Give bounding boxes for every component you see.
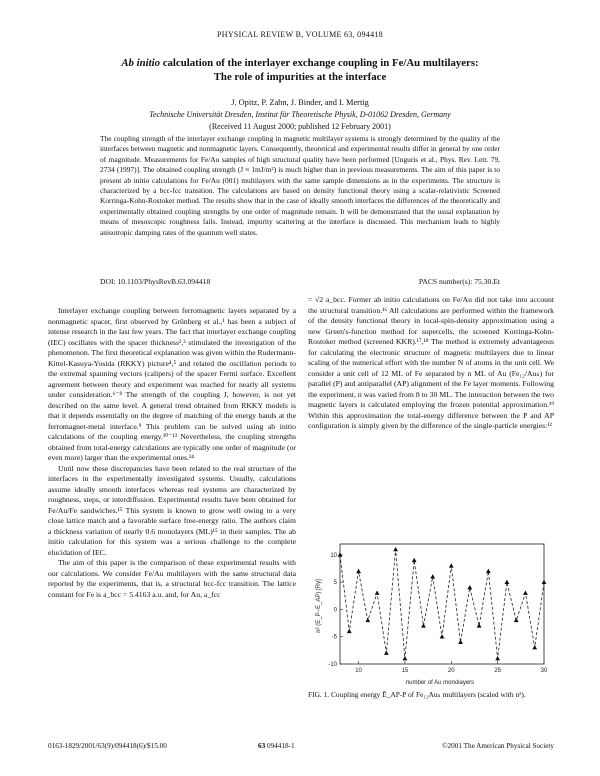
paragraph: The aim of this paper is the comparison of these experimental results with our calculations. We consider Fe/Au multilayers with the same structural data reported by the experiments, that is, a structural bcc-fcc transition. The lattice constant for Fe is a_bcc = 5.4163 a.u. and, for Au, a_fcc	[48, 558, 296, 599]
received-date: (Received 11 August 2000; published 12 February 2001)	[209, 122, 391, 131]
x-tick-label: 10	[355, 668, 362, 674]
paragraph: Until now these discrepancies have been related to the real structure of the interfaces in the experimentally investigated systems. Usually, calculations assume ideally smooth interfaces whereas real systems are characterized by roughness, steps, or interdiffusion. Experimental results have been obtained for Fe/Au/Fe sandwiches.¹⁵ This system is known to grow well owing to a very close lattice match and a favorable surface free-energy ratio. The authors claim a thickness variation of nearly 0.6 monolayers (ML)¹⁵ in their samples. The ab initio calculation for this system was a serious challenge to the complete elucidation of IEC.	[48, 463, 296, 557]
y-tick-label: 0	[333, 607, 337, 614]
data-point	[393, 547, 398, 551]
journal-header: PHYSICAL REVIEW B, VOLUME 63, 094418	[217, 30, 383, 39]
footer-copyright: ©2001 The American Physical Society	[442, 742, 554, 750]
series-line	[340, 550, 544, 659]
data-point	[514, 618, 519, 622]
data-point	[365, 618, 370, 622]
affiliation: Technische Universität Dresden, Institut für Theoretische Physik, D-01062 Dresden, Germany	[149, 110, 451, 119]
data-point	[375, 590, 380, 594]
title-line1: calculation of the interlayer exchange coupling in Fe/Au multilayers:	[160, 57, 479, 69]
paragraph: = √2 a_bcc. Former ab initio calculations on Fe/Au did not take into account the structural transition.¹⁶ All calculations are performed within the framework of the density functional theory in local-spin-density approximation using a new Green's-function method for supercells, the screened Korringa-Kohn-Rostoker method (screened KKR).¹⁷,¹⁸ The method is extremely advantageous for calculating the electronic structure of magnetic multilayers due to linear scaling of the numerical effort with the number N of atoms in the unit cell. We consider a unit cell of 12 ML of Fe separated by n ML of Au (Fe₁₂/Auₙ) for parallel (P) and antiparallel (AP) alignment of the Fe layer moments. Following the experiment, n was varied from 8 to 30 ML. The interaction between the two magnetic layers is calculated employing the frozen potential approximation.¹⁹ Within this approximation the total-energy difference between the P and AP configuration is simply given by the difference of the single-particle energies:¹²	[308, 295, 554, 430]
x-tick-label: 25	[494, 668, 501, 674]
figure-1	[308, 536, 554, 686]
doi: DOI: 10.1103/PhysRevB.63.094418	[100, 277, 211, 286]
data-point	[532, 645, 537, 649]
data-point	[440, 634, 445, 638]
title-line2: The role of impurities at the interface	[213, 71, 387, 83]
y-tick-label: -5	[331, 634, 337, 641]
y-tick-label: 10	[330, 552, 337, 559]
data-point	[542, 580, 547, 584]
title-italic: Ab initio	[121, 57, 161, 69]
abstract: The coupling strength of the interlayer exchange coupling in magnetic multilayer systems is strongly determined by the quality of the interfaces between magnetic and nonmagnetic layers. Consequently, theoretical and experimental results differ in general by one order of magnitude. Measurements for Fe/Au samples of high structural quality have been performed [Unguris et al., Phys. Rev. Lett. 79, 2734 (1997)]. The obtained coupling strength (J ≈ 1mJ/m²) is much higher than in previous measurements. The aim of this paper is to present ab initio calculations for Fe/Au (001) multilayers with the same sample dimensions as in the experiments. The structure is characterized by a bcc-fcc transition. The calculations are based on density functional theory using a scalar-relativistic Screened Korringa-Kohn-Rostoker method. The results show that in the case of ideally smooth interfaces the differences of the theoretically and experimentally obtained coupling strengths by one order of magnitude remain. It will be demonstrated that the usual explanation by means of mesoscopic roughness fails. Instead, impurity scattering at the interface is discussed. This mechanism leads to highly anisotropic damping rates of the quantum well states.	[100, 134, 500, 237]
data-point	[495, 656, 500, 660]
x-tick-label: 20	[447, 668, 455, 674]
data-point	[421, 623, 426, 627]
data-point	[338, 552, 343, 556]
left-column	[48, 306, 296, 600]
data-point	[356, 569, 361, 573]
data-point	[430, 574, 435, 578]
data-point	[384, 650, 389, 654]
data-point	[467, 585, 472, 589]
data-point	[449, 563, 454, 567]
footer-issn: 0163-1829/2001/63(9)/094418(6)/$15.00	[48, 742, 167, 750]
pacs-number: PACS number(s): 75.30.Et	[418, 277, 500, 286]
data-point	[505, 580, 510, 584]
footer-page	[258, 742, 295, 750]
x-tick-label: 15	[401, 668, 409, 674]
y-axis-label: n² (E_P−E_AP) [Ry]	[316, 579, 322, 633]
x-tick-label: 30	[540, 668, 548, 674]
data-point	[412, 558, 417, 562]
paragraph: Interlayer exchange coupling between ferromagnetic layers separated by a nonmagnetic spacer, first observed by Grünberg et al.,¹ has been a subject of intense research in the last few years. The fact that interlayer exchange coupling (IEC) oscillates with the spacer thickness²,³ stimulated the investigation of the phenomenon. The first theoretical explanation was given within the Rudermann-Kittel-Kasuya-Yosida (RKKY) picture⁴,⁵ and related the oscillation periods to the extremal spanning vectors (calipers) of the spacer Fermi surface. Excellent agreement between theory and experiment was reached for nearly all systems under consideration.⁶⁻⁸ The strength of the coupling J, however, is not yet described on the same level. A general trend obtained from RKKY models is that it depends essentially on the degree of matching of the energy bands at the ferromagnet-metal interface.⁹ This problem can be solved using ab initio calculations of the coupling energy.¹⁰⁻¹³ Nevertheless, the coupling strengths obtained from total-energy calculations are typically one order of magnitude (or even more) larger than the experimental ones.¹⁴	[48, 306, 296, 462]
data-point	[458, 640, 463, 644]
plot-frame	[340, 544, 544, 664]
authors: J. Opitz, P. Zahn, J. Binder, and I. Mertig	[231, 98, 369, 107]
y-tick-label: 5	[333, 580, 337, 587]
data-point	[477, 623, 482, 627]
data-point	[523, 590, 528, 594]
right-column	[308, 295, 554, 432]
footer-volume: 63	[258, 742, 266, 750]
x-axis-label: number of Au monolayers	[405, 680, 475, 686]
y-tick-label: -10	[328, 662, 337, 668]
footer-page-number: 094418-1	[265, 742, 295, 750]
data-point	[403, 656, 408, 660]
data-point	[486, 569, 491, 573]
paper-title	[40, 56, 560, 84]
coupling-energy-chart	[308, 536, 554, 686]
figure-caption: FIG. 1. Coupling energy Ẽ_AP-P of Fe₁₂Auₙ multilayers (scaled with n²).	[308, 690, 526, 699]
data-point	[347, 629, 352, 633]
